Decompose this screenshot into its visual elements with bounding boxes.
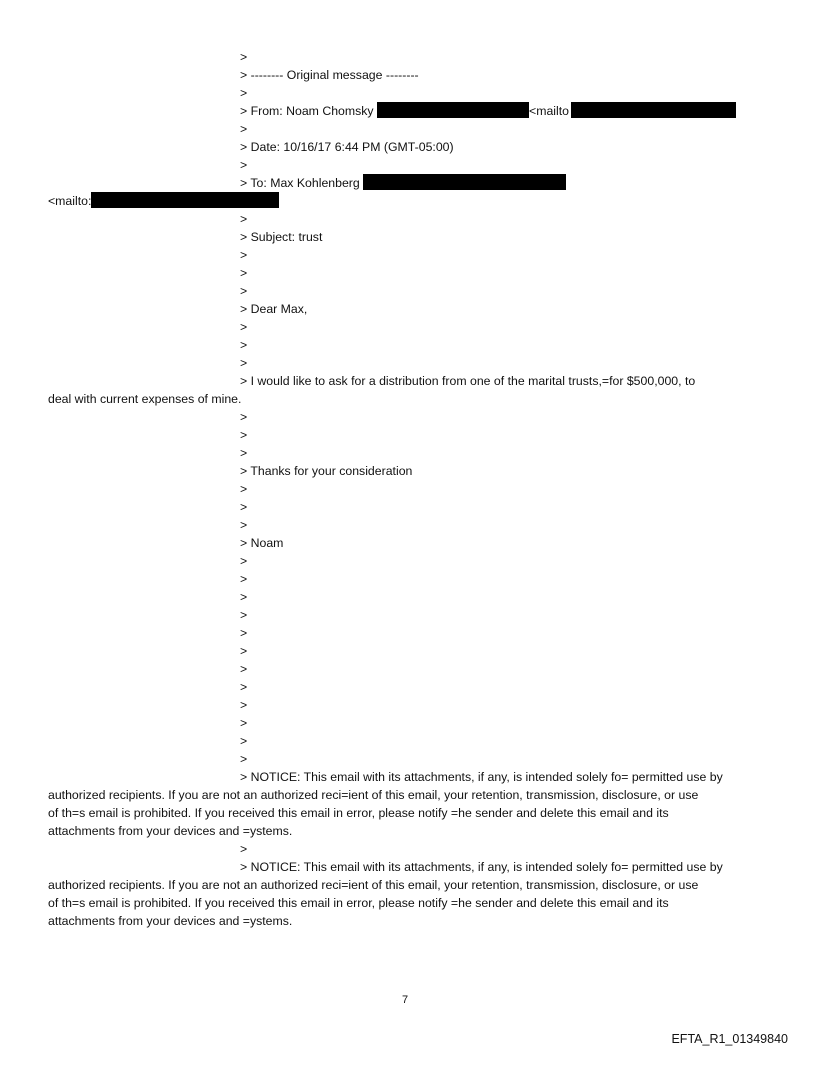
notice-line: of th=s email is prohibited. If you received this email in error, please notify =he sender and delete this email and its [48,806,669,820]
quote-line: > [240,500,248,514]
quote-line: > [240,122,248,136]
signature-line: > Noam [240,536,284,550]
quote-line: > [240,50,248,64]
mailto-text: <mailto: [48,194,92,208]
quote-line: > [240,320,248,334]
mailto-text: <mailto [529,104,569,118]
quote-line: > [240,572,248,586]
quote-line: > [240,266,248,280]
to-line [240,174,566,192]
page-number: 7 [402,994,409,1006]
body-line-continued: deal with current expenses of mine. [48,392,242,406]
original-message-header: > -------- Original message -------- [240,68,419,82]
quote-line: > [240,248,248,262]
redaction-box [363,174,566,190]
quote-line: > [240,680,248,694]
greeting-line: > Dear Max, [240,302,308,316]
notice-line: authorized recipients. If you are not an authorized reci=ient of this email, your retention, transmission, disclosure, or use [48,788,699,802]
thanks-line: > Thanks for your consideration [240,464,413,478]
notice-line: attachments from your devices and =ystems. [48,914,293,928]
from-label: > From: Noam Chomsky [240,104,374,118]
quote-line: > [240,518,248,532]
subject-line: > Subject: trust [240,230,323,244]
quote-line: > [240,626,248,640]
quote-line: > [240,734,248,748]
redaction-box [91,192,279,208]
quote-line: > [240,608,248,622]
notice-line: authorized recipients. If you are not an authorized reci=ient of this email, your retention, transmission, disclosure, or use [48,878,699,892]
quote-line: > [240,590,248,604]
quote-line: > [240,86,248,100]
bates-number: EFTA_R1_01349840 [671,1032,788,1046]
notice-line: > NOTICE: This email with its attachments, if any, is intended solely fo= permitted use by [240,770,723,784]
date-line: > Date: 10/16/17 6:44 PM (GMT-05:00) [240,140,454,154]
quote-line: > [240,698,248,712]
notice-line: > NOTICE: This email with its attachments, if any, is intended solely fo= permitted use by [240,860,723,874]
quote-line: > [240,158,248,172]
quote-line: > [240,554,248,568]
quote-line: > [240,752,248,766]
quote-line: > [240,644,248,658]
body-line: > I would like to ask for a distribution from one of the marital trusts,=for $500,000, to [240,374,696,388]
quote-line: > [240,428,248,442]
quote-line: > [240,338,248,352]
quote-line: > [240,356,248,370]
quote-line: > [240,212,248,226]
quote-line: > [240,446,248,460]
quote-line: > [240,716,248,730]
notice-line: of th=s email is prohibited. If you received this email in error, please notify =he sender and delete this email and its [48,896,669,910]
quote-line: > [240,482,248,496]
redaction-box [377,102,529,118]
redaction-box [571,102,736,118]
quote-line: > [240,410,248,424]
quote-line: > [240,284,248,298]
quote-line: > [240,842,248,856]
to-label: > To: Max Kohlenberg [240,176,360,190]
notice-line: attachments from your devices and =ystems. [48,824,293,838]
mailto-line [48,192,279,210]
from-line [240,102,736,120]
quote-line: > [240,662,248,676]
